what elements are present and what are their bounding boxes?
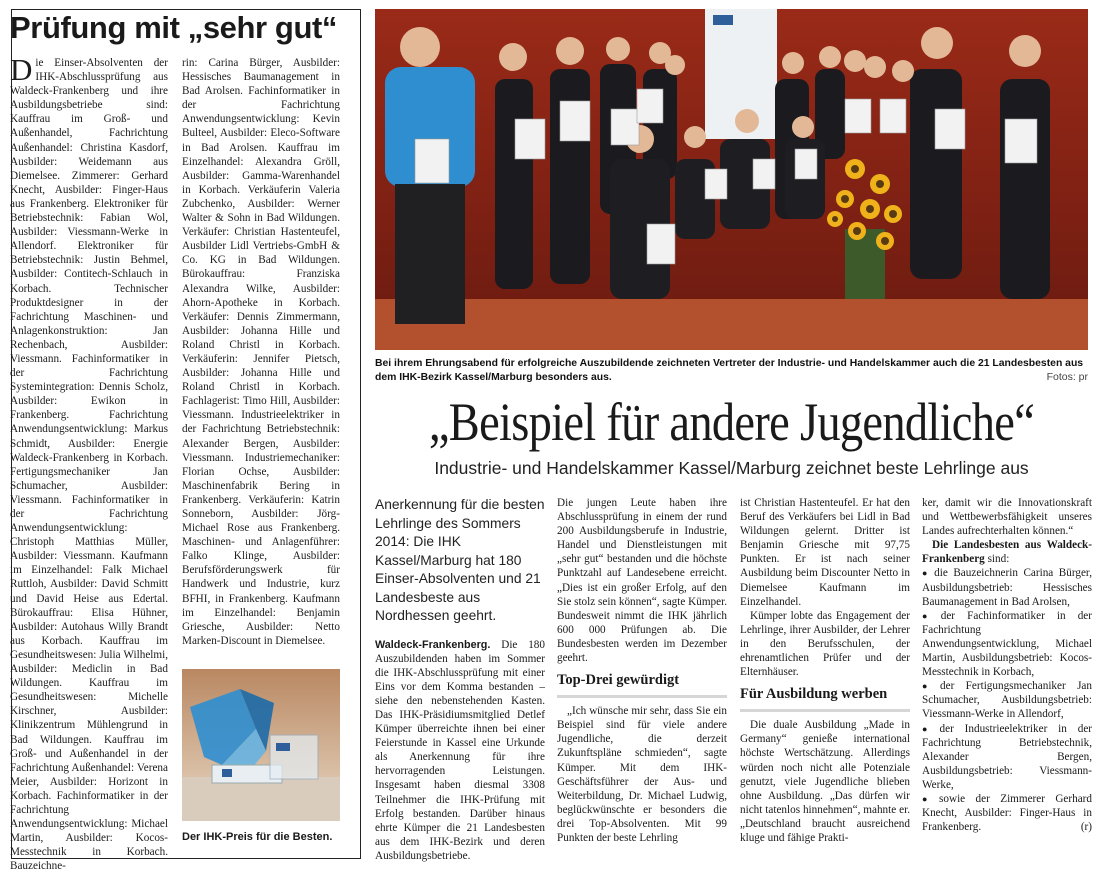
body-paragraph: Die duale Ausbildung „Made in Germany“ genieße international höchste Wertschätzung. Allerdings würden noch nicht alle Potenziale genutzt, viele Jugendliche blieben ohne Ausbildung. „Das dürfen wir nicht tatenlos hinnehmen“, mahnte er. „Deutschland braucht ausreichend kluge und fähige Prakti- [740, 719, 910, 844]
group-photo [375, 9, 1088, 350]
article-column-3 [740, 496, 910, 845]
list-item: ● der Fertigungsmechaniker Jan Schumacher, Ausbildungsbetrieb: Viessmann-Werke in Allendorf, [922, 679, 1092, 721]
group-photo-illustration [375, 9, 1088, 350]
list-item: ● der Fachinformatiker in der Fachrichtung Anwendungsentwicklung, Michael Martin, Ausbildungsbetrieb: Kocos-Messtechnik in Korbach, [922, 609, 1092, 679]
body-paragraph [375, 638, 545, 864]
subheadline: Industrie- und Handelskammer Kassel/Marburg zeichnet beste Lehrlinge aus [434, 458, 1029, 478]
list-intro-bold: Die Landesbesten aus Waldeck-Frankenberg [922, 539, 1092, 566]
photo-credit: Fotos: pr [1046, 371, 1088, 383]
body-paragraph: Kümper lobte das Engagement der Lehrlinge, ihrer Ausbilder, der Lehrer in den Berufsschulen, der ehrenamtlichen Prüfer und der Elternhäuser. [740, 609, 910, 679]
body-text: Die 180 Auszubildenden haben im Sommer die IHK-Abschlussprüfung mit einer Eins vor dem Komma bestanden – siehe den nebenstehenden Kasten. Das IHK-Präsidiumsmitglied Detlef Kümper überreichte ihnen bei einer Feierstunde in Kassel eine Urkunde als Anerkennung für ihre hervorragenden Leistungen. Insgesamt haben diesmal 3308 Teilnehmer die IHK-Prüfung mit Erfolg bestanden. Darüber hinaus ehrte Kümper die 21 Landesbesten aus dem IHK-Bezirk und deren Ausbildungsbetriebe. [375, 638, 545, 862]
trophy-illustration [182, 669, 340, 821]
lead-paragraph: Anerkennung für die besten Lehrlinge des Sommers 2014: Die IHK Kassel/Marburg hat 180 Einser-Absolventen und 21 Landesbeste aus Nordhessen geehrt. [375, 497, 545, 623]
sidebar-column-2 [182, 56, 340, 664]
dateline: Waldeck-Frankenberg. [375, 638, 491, 651]
list-item [922, 792, 1092, 834]
sidebar-title: Prüfung mit „sehr gut“ [10, 10, 338, 45]
article-column-2 [557, 496, 727, 845]
trophy-image [182, 669, 340, 821]
body-paragraph: Die jungen Leute haben ihre Abschlussprüfung in einem der rund 200 Ausbildungsberufe in Industrie, Handel und Dienstleistungen mit „sehr gut“ bestanden und die höchste Punktzahl auf Landesebene erreicht. „Dies ist ein großer Erfolg, auf den Sie stolz sein können“, sagte Kümper. Bundesweit nimmt die IHK jährlich 600 000 Prüfungen ab. Die Bundesbesten werden im Dezember geehrt. [557, 497, 727, 665]
list-intro [922, 538, 1092, 566]
sidebar-text-1: ie Einser-Absolventen der IHK-Abschlussprüfung aus Waldeck-Frankenberg und ihre Ausbildungsbetriebe sind: Kauffrau im Groß- und Außenhandel, Fachrichtung Außenhandel: Christina Kasdorf, Ausbilder: Weidemann aus Diemelsee. Zimmerer: Gerhard Knecht, Ausbilder: Finger-Haus aus Frankenberg. Elektroniker für Betriebstechnik: Fabian Wol, Ausbilder: Viessmann-Werke in Allendorf. Elektroniker für Betriebstechnik: Justin Behmel, Ausbilder: Contitech-Schlauch in Korbach. Technischer Produktdesigner in der Fachrichtung Maschinen- und Anlagenkonstruktion: Jan Rechenbach, Ausbilder: Viessmann. Fachinformatiker in der Fachrichtung Systemintegration: Dennis Scholz, Ausbilder: Ewikon in Frankenberg. Fachrichtung Anwendungsentwicklung: Markus Schmidt, Ausbilder: Energie Waldeck-Frankenberg in Korbach. Fertigungsmechaniker Jan Schumacher, Ausbilder: Viessmann. Fachinformatiker in der Fachrichtung Anwendungsentwicklung: Christoph Matthias Müller, Ausbilder: Viessmann. Kaufmann im Einzelhandel: Falk Michael Ruttloh, Ausbilder: David Schmitt und David Heise aus Edertal. Bürokauffrau: Elisa Hühner, Ausbilder: Autohaus Willy Brandt aus Korbach. Kauffrau im Gesundheitswesen: Julia Wilhelmi, Ausbilder: Mediclin in Bad Wildungen. Kauffrau im Gesundheitswesen: Michelle Kirschner, Ausbilder: Klinikzentrum Mühlengrund in Bad Wildungen. Kauffrau im Groß- und Außenhandel in der Fachrichtung Außenhandel: Verena Meier, Ausbilder: Horizont in Korbach. Fachinformatiker in der Fachrichtung Anwendungsentwicklung: Michael Martin, Ausbilder: Kocos-Messtechnik in Korbach. Bauzeichne- [10, 57, 168, 873]
headline: „Beispiel für andere Jugendliche“ [428, 392, 1035, 452]
sidebar-column-1 [10, 52, 168, 873]
list-item-text: sowie der Zimmerer Gerhard Knecht, Ausbilder: Finger-Haus in Frankenberg. [922, 792, 1093, 834]
list-item: ● die Bauzeichnerin Carina Bürger, Ausbildungsbetrieb: Hessisches Baumanagement in Bad Arolsen, [922, 566, 1092, 608]
body-paragraph: „Ich wünsche mir sehr, dass Sie ein Beispiel sind für viele andere Jugendliche, die derzeit Zukunftspläne schmieden“, sagte Kümper. Mit dem IHK-Geschäftsführer der Aus- und Weiterbildung, Dr. Michael Ludwig, beglückwünschte er besonders die drei Top-Absolventen. Mit 99 Punkten der beste Lehrling [557, 705, 727, 844]
photo-caption: Bei ihrem Ehrungsabend für erfolgreiche Auszubildende zeichneten Vertreter der Industrie- und Handelskammer auch die 21 Landesbesten aus dem IHK-Bezirk Kassel/Marburg besonders aus. [375, 358, 1084, 383]
article-column-1 [375, 496, 545, 863]
signature: (r) [1080, 821, 1092, 834]
body-paragraph: ist Christian Hastenteufel. Er hat den Beruf des Verkäufers bei Lidl in Bad Wildungen gelernt. Dritter ist Benjamin Griesche mit 97,75 Punkten. Er ist nach seiner Ausbildung beim Discounter Netto in Diemelsee Kaufmann im Einzelhandel. [740, 497, 910, 608]
section-heading: Für Ausbildung werben [740, 685, 910, 712]
list-intro-rest: sind: [984, 553, 1010, 566]
sidebar-text-2: rin: Carina Bürger, Ausbilder: Hessisches Baumanagement in Bad Arolsen. Fachinformatiker in der Fachrichtung Anwendungsentwicklung: Kevin Bulteel, Ausbilder: Eleco-Software in Bad Arolsen. Kauffrau im Einzelhandel: Alexandra Gröll, Ausbilder: Gamma-Warenhandel in Korbach. Verkäuferin Valeria Zubchenko, Ausbilder: Werner Walter & Sohn in Bad Wildungen. Verkäufer: Christian Hastenteufel, Ausbilder Lidl Vertriebs-GmbH & Co. KG in Bad Wildungen. Bürokauffrau: Franziska Alexandra Wilke, Ausbilder: Ahorn-Apotheke in Korbach. Verkäufer: Dennis Zimmermann, Ausbilder: Johanna Hille und Roland Christl in Korbach. Verkäuferin: Jennifer Pietsch, Ausbilder: Johanna Hille und Roland Christl in Korbach. Fachlagerist: Timo Hill, Ausbilder: Viessmann. Industrieelektriker in der Fachrichtung Betriebstechnik: Alexander Bergen, Ausbilder: Viessmann. Industriemechaniker: Florian Ochse, Ausbilder: Maschinenfabrik Bering in Frankenberg. Verkäuferin: Katrin Sonneborn, Ausbilder: Jörg-Michael Rose aus Frankenberg. Maschinen- und Anlagenführer: Falko Klinge, Ausbilder: Berufsförderungswerk für Handwerk und Industrie, kurz BFHI, in Frankenberg. Kaufmann im Einzelhandel: Benjamin Griesche, Ausbilder: Netto Marken-Discount in Diemelsee. [182, 57, 340, 647]
list-item: ● der Industrieelektriker in der Fachrichtung Betriebstechnik, Alexander Bergen, Ausbildungsbetrieb: Viessmann-Werke, [922, 722, 1092, 792]
body-paragraph: ker, damit wir die Innovationskraft und Wettbewerbsfähigkeit unseres Landes aufrechterhalten können.“ [922, 497, 1092, 538]
dropcap: D [10, 52, 33, 87]
article-column-4 [922, 496, 1092, 834]
section-heading: Top-Drei gewürdigt [557, 671, 727, 698]
trophy-caption: Der IHK-Preis für die Besten. [182, 831, 333, 843]
